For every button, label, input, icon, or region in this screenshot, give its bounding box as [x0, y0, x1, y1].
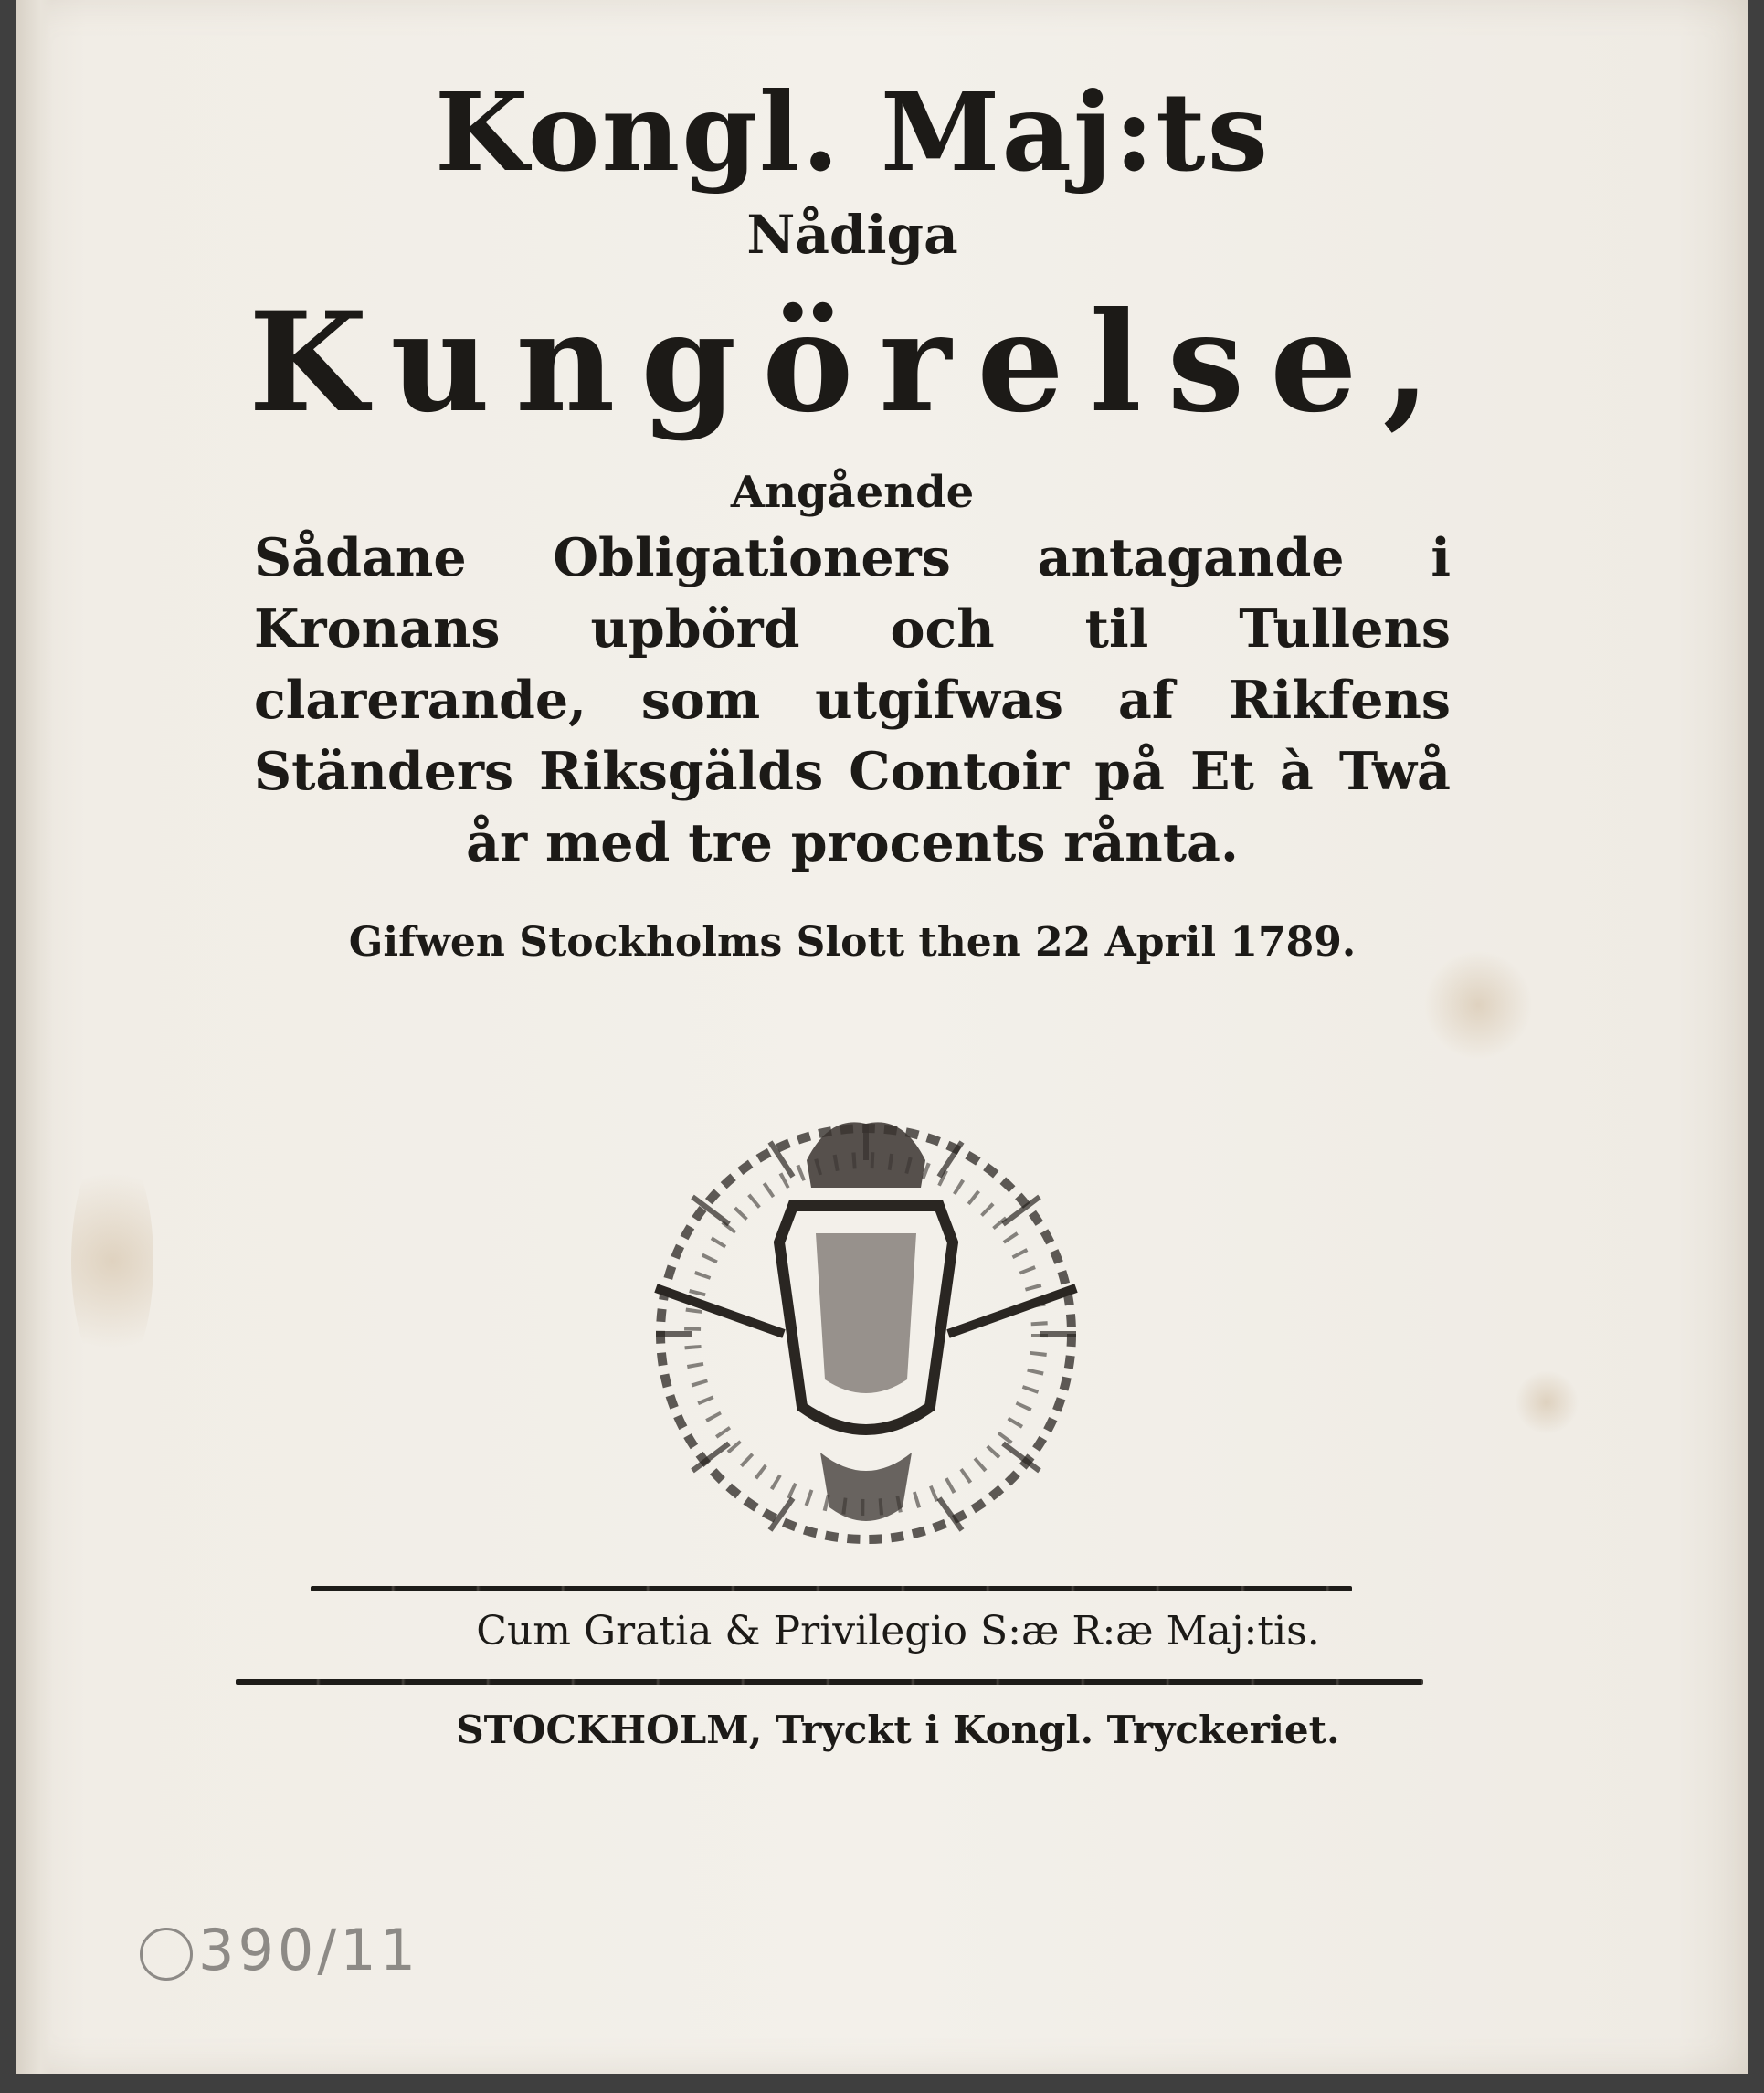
royal-crest-icon: [647, 1105, 1085, 1553]
foxing-stain: [1515, 1370, 1579, 1434]
privilege-line: Cum Gratia & Privilegio S:æ R:æ Maj:tis.: [476, 1608, 1320, 1654]
circle-mark-icon: [140, 1928, 193, 1981]
bottom-divider: [236, 1679, 1423, 1685]
shelfmark-number: 390/11: [198, 1917, 420, 1983]
top-divider: [311, 1586, 1352, 1591]
imprint-line: STOCKHOLM, Tryckt i Kongl. Tryckeriet.: [456, 1707, 1340, 1752]
foxing-stain: [71, 1142, 153, 1379]
title-block: [227, 64, 1478, 970]
binding-fold: [16, 0, 51, 2074]
subject-intro: Angående: [730, 467, 975, 518]
title-kungorelse: Kungörelse,: [248, 282, 1456, 443]
pencil-shelfmark: [140, 1914, 419, 1987]
title-kongl-majts: Kongl. Maj:ts: [434, 69, 1271, 196]
subject-text: Sådane Obligationers antagande i Kronans upbörd och til Tullens clarerande, som utgifwas af Rikfens Ständers Riksgälds Contoir på Et à Twå år med tre procents rånta.: [254, 527, 1451, 873]
dateline: Gifwen Stockholms Slott then 22 April 1789.: [348, 919, 1357, 966]
paper-sheet: [16, 0, 1748, 2074]
title-nadiga: Nådiga: [746, 204, 958, 266]
